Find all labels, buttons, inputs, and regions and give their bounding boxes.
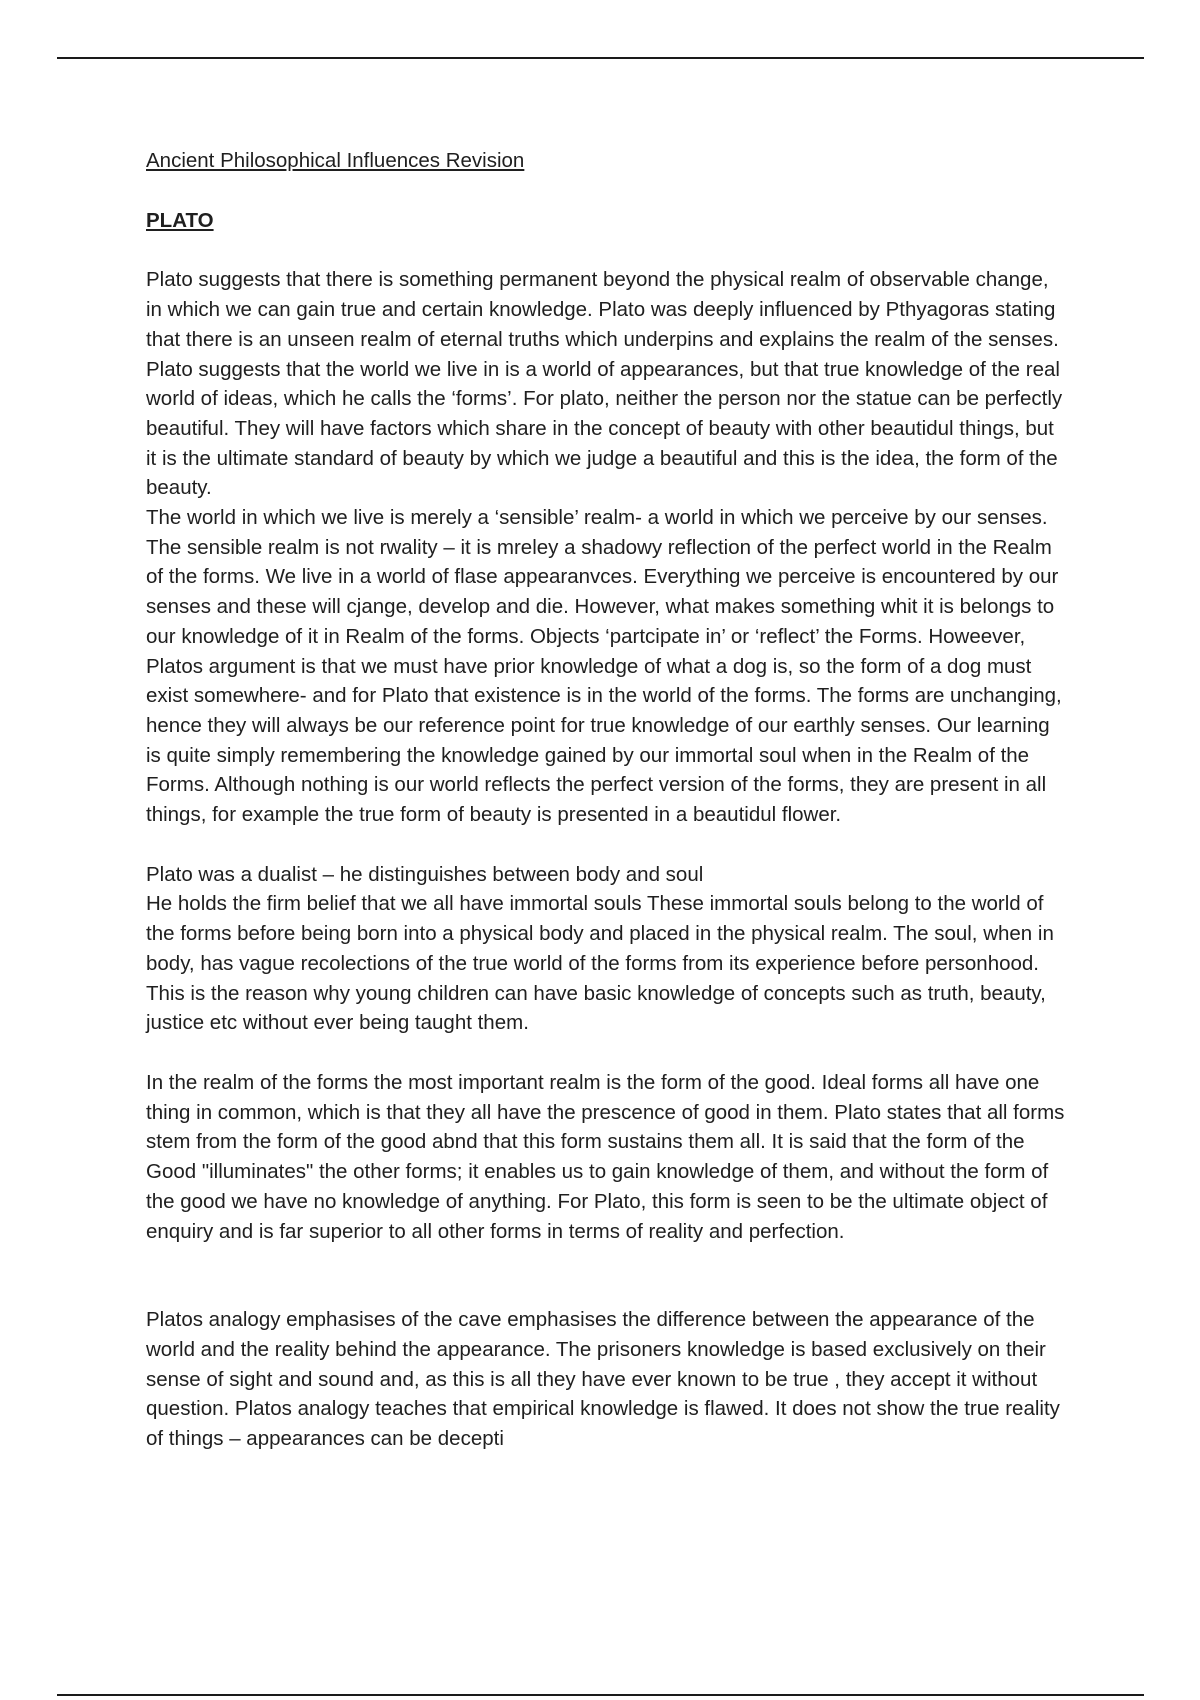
document-title: Ancient Philosophical Influences Revision bbox=[146, 149, 525, 172]
paragraph-dualist-line: Plato was a dualist – he distinguishes between body and soul bbox=[146, 862, 704, 886]
footer-rule bbox=[57, 1694, 1144, 1696]
header-rule bbox=[57, 57, 1144, 59]
paragraph-form-of-good: In the realm of the forms the most important realm is the form of the good. Ideal forms all have one thing in common, which is that they all have the prescence of good in them. Plato states that all forms stem from the form of the good abnd that this form sustains them all. It is said that the form of the Good "illuminates" the other forms; it enables us to gain knowledge of them, and without the form of the good we have no knowledge of anything. For Plato, this form is seen to be the ultimate object of enquiry and is far superior to all other forms in terms of reality and perfection. bbox=[146, 1070, 1065, 1243]
section-heading-plato: PLATO bbox=[146, 208, 214, 232]
paragraph-forms-intro: Plato suggests that there is something permanent beyond the physical realm of observable change, in which we can gain true and certain knowledge. Plato was deeply influenced by Pthyagoras stating that there is an unseen realm of eternal truths which underpins and explains the realm of the senses. Plato suggests that the world we live in is a world of appearances, but that true knowledge of the real world of ideas, which he calls the ‘forms’. For plato, neither the person nor the statue can be perfectly beautiful. They will have factors which share in the concept of beauty with other beautidul things, but it is the ultimate standard of beauty by which we judge a beautiful and this is the idea, the form of the beauty. bbox=[146, 268, 1063, 500]
paragraph-sensible-realm: The world in which we live is merely a ‘sensible’ realm- a world in which we perceive by our senses. The sensible realm is not rwality – it is mreley a shadowy reflection of the perfect world in the Realm of the forms. We live in a world of flase appearanvces. Everything we perceive is encountered by our senses and these will cjange, develop and die. However, what makes something whit it is belongs to our knowledge of it in Realm of the forms. Objects ‘partcipate in’ or ‘reflect’ the Forms. Howeever, Platos argument is that we must have prior knowledge of what a dog is, so the form of a dog must exist somewhere- and for Plato that existence is in the world of the forms. The forms are unchanging, hence they will always be our reference point for true knowledge of our earthly senses. Our learning is quite simply remembering the knowledge gained by our immortal soul when in the Realm of the Forms. Although nothing is our world reflects the perfect version of the forms, they are present in all things, for example the true form of beauty is presented in a beautidul flower. bbox=[146, 506, 1062, 827]
paragraph-immortal-souls: He holds the firm belief that we all have immortal souls These immortal souls belong to the world of the forms before being born into a physical body and placed in the physical realm. The soul, when in body, has vague recolections of the true world of the forms from its experience before personhood. This is the reason why young children can have basic knowledge of concepts such as truth, beauty, justice etc without ever being taught them. bbox=[146, 892, 1054, 1035]
paragraph-cave-analogy: Platos analogy emphasises of the cave emphasises the difference between the appearance of the world and the reality behind the appearance. The prisoners knowledge is based exclusively on their sense of sight and sound and, as this is all they have ever known to be true , they accept it without question. Platos analogy teaches that empirical knowledge is flawed. It does not show the true reality of things – appearances can be decepti bbox=[146, 1308, 1060, 1451]
document-body bbox=[146, 146, 1066, 1454]
